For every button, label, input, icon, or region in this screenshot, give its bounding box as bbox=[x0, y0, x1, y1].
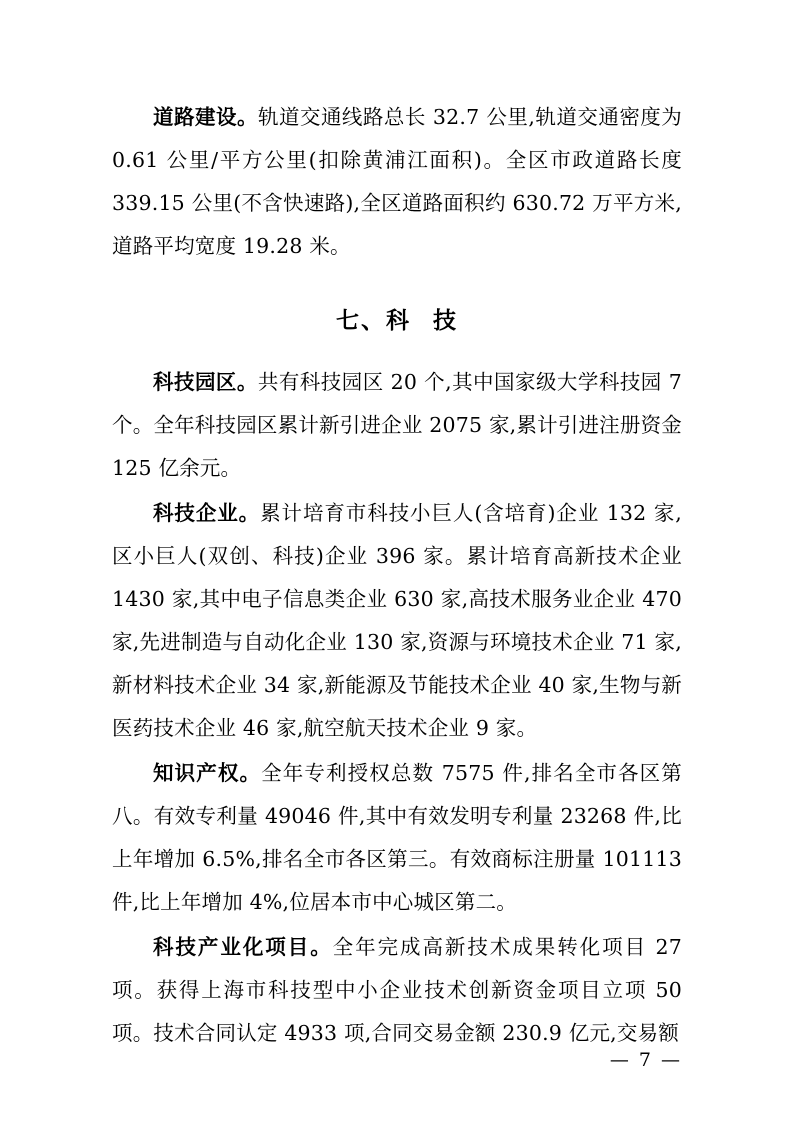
paragraph-lead: 科技园区。 bbox=[153, 370, 258, 394]
section-number: 七、 bbox=[336, 308, 386, 334]
paragraph-lead: 知识产权。 bbox=[153, 761, 262, 785]
paragraph-tech-park bbox=[112, 361, 682, 490]
paragraph-lead: 科技企业。 bbox=[153, 501, 261, 525]
section-heading bbox=[112, 302, 682, 335]
paragraph-text: 共有科技园区 20 个,其中国家级大学科技园 7 个。全年科技园区累计新引进企业 2075 家,累计引进注册资金 125 亿余元。 bbox=[112, 370, 683, 480]
section-title-first: 科 bbox=[386, 308, 411, 334]
paragraph-industrialization-projects bbox=[112, 926, 682, 1055]
paragraph-text: 全年专利授权总数 7575 件,排名全市各区第八。有效专利量 49046 件,其中有效发明专利量 23268 件,比上年增加 6.5%,排名全市各区第三。有效商标注册量 101113 件,比上年增加 4%,位居本市中心城区第二。 bbox=[112, 761, 682, 914]
paragraph-lead: 道路建设。 bbox=[153, 105, 258, 129]
page-number: — 7 — bbox=[609, 1049, 682, 1071]
paragraph-text: 轨道交通线路总长 32.7 公里,轨道交通密度为 0.61 公里/平方公里(扣除黄浦江面积)。全区市政道路长度 339.15 公里(不含快速路),全区道路面积约 630.72 万平方米,道路平均宽度 19.28 米。 bbox=[112, 105, 683, 258]
paragraph-intellectual-property bbox=[112, 752, 682, 924]
section-title-second: 技 bbox=[433, 308, 458, 334]
paragraph-tech-enterprises bbox=[112, 492, 682, 750]
paragraph-road-construction bbox=[112, 96, 682, 268]
paragraph-text: 累计培育市科技小巨人(含培育)企业 132 家,区小巨人(双创、科技)企业 396 家。累计培育高新技术企业 1430 家,其中电子信息类企业 630 家,高技术服务业企业 470 家,先进制造与自动化企业 130 家,资源与环境技术企业 71 家,新材料技术企业 34 家,新能源及节能技术企业 40 家,生物与新医药技术企业 46 家,航空航天技术企业 9 家。 bbox=[112, 501, 682, 740]
paragraph-text: 全年完成高新技术成果转化项目 27 项。获得上海市科技型中小企业技术创新资金项目立项 50 项。技术合同认定 4933 项,合同交易金额 230.9 亿元,交易额 bbox=[112, 935, 682, 1045]
paragraph-lead: 科技产业化项目。 bbox=[153, 935, 333, 959]
